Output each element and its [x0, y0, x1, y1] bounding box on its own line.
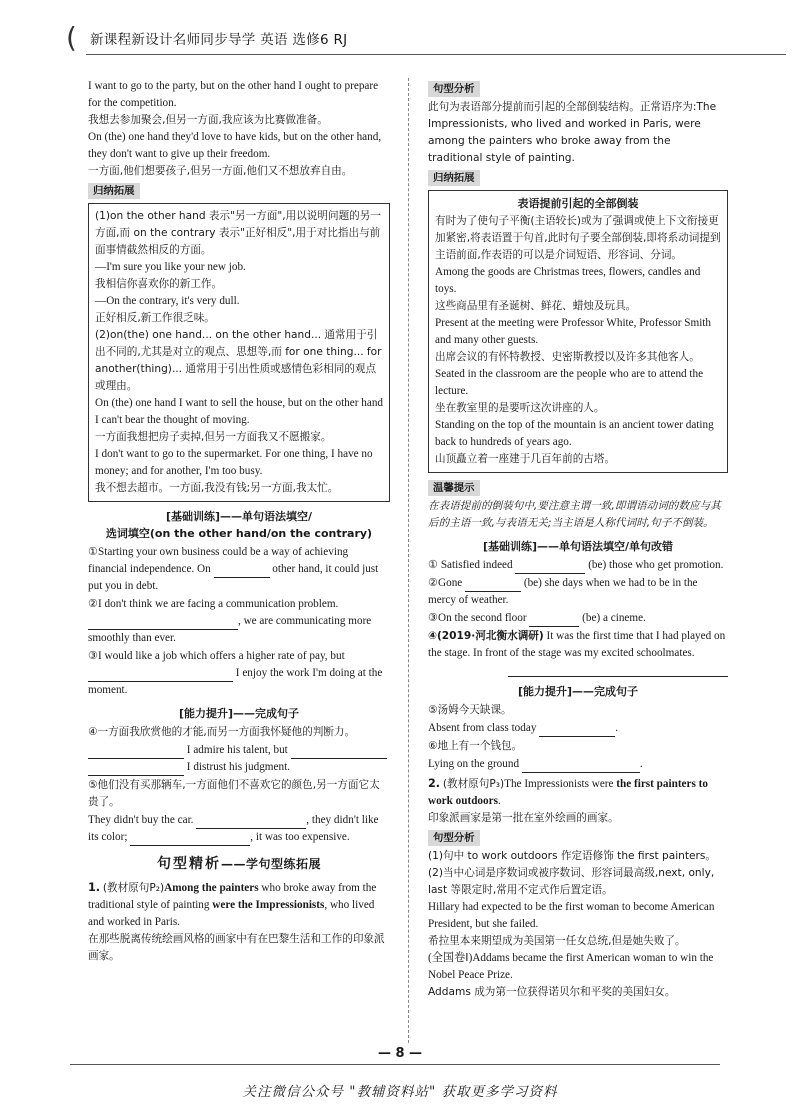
exercise-heading [88, 705, 390, 722]
intro-line: 我想去参加聚会,但另一方面,我应该为比赛做准备。 [88, 114, 328, 126]
page-header [66, 21, 742, 54]
exercise-heading [428, 538, 728, 555]
answer-blank[interactable] [529, 613, 579, 627]
analysis-text: 此句为表语部分提前而引起的全部倒装结构。正常语序为:The Impressionists, who lived and worked in Paris, were among the painters who broke away from the traditional style of painting. [428, 101, 717, 164]
question [428, 575, 728, 609]
header-rule [86, 54, 786, 55]
analysis-line: (1)句中 to work outdoors 作定语修饰 the first painters。 [428, 850, 717, 862]
footer-note: 关注微信公众号 "教辅资料站" 获取更多学习资料 [242, 1084, 558, 1100]
section-title [88, 856, 390, 873]
section-title-rest: ——学句型练拓展 [220, 857, 321, 871]
question-source: ④(2019·河北衡水调研) [428, 630, 544, 642]
answer-blank[interactable] [522, 759, 640, 773]
question-cn: ④一方面我欣赏他的才能,而另一方面我怀疑他的判断力。 [88, 726, 356, 738]
question-text: ②Gone [428, 577, 463, 589]
question [88, 648, 390, 699]
answer-blank[interactable] [88, 668, 233, 682]
item-text: who broke away from the traditional style of painting [88, 882, 377, 911]
item-number: 1. [88, 881, 101, 894]
box-line: 出席会议的有怀特教授、史密斯教授以及许多其他客人。 [435, 351, 700, 363]
answer-blank[interactable] [465, 578, 521, 592]
box-line: 坐在教室里的是要听这次讲座的人。 [435, 402, 605, 414]
page-number: — 8 — [377, 1046, 423, 1061]
box-line: 这些商品里有圣诞树、鲜花、蜡烛及玩具。 [435, 300, 637, 312]
question-text: I distrust his judgment. [186, 761, 290, 773]
analysis-line: (全国卷Ⅰ)Addams became the first American woman to win the Nobel Peace Prize. [428, 952, 714, 981]
answer-line[interactable] [508, 676, 728, 677]
box-line: Standing on the top of the mountain is an ancient tower dating back to hundreds of years ago. [435, 419, 714, 448]
box-line: 正好相反,新工作很乏味。 [95, 312, 215, 324]
question: Absent from class today . [428, 720, 728, 737]
item-bold: Among the painters [164, 882, 259, 894]
exercise-type: ——完成句子 [233, 707, 300, 720]
question-cn: ⑤他们没有买那辆车,一方面他们不喜欢它的颜色,另一方面它太贵了。 [88, 779, 380, 808]
tip-text: 在表语提前的倒装句中,要注意主谓一致,即谓语动词的数应与其后的主语一致,与表语无关;当主语是人称代词时,句子不倒装。 [428, 500, 721, 529]
header-title: 新课程新设计名师同步导学 英语 选修6 RJ [90, 32, 348, 48]
exercise-sub: 选词填空(on the other hand/on the contrary) [105, 527, 373, 540]
box-line: 我相信你喜欢你的新工作。 [95, 278, 223, 290]
question [88, 812, 390, 846]
box-line: 有时为了使句子平衡(主语较长)或为了强调或使上下文衔接更加紧密,将表语置于句首,此时句子要全部倒装,即将系动词提到主语前面,作表语的可以是介词短语、形容词、分词。 [435, 215, 721, 261]
exercise-bracket: [能力提升] [178, 707, 234, 720]
answer-blank[interactable] [88, 745, 184, 759]
tag-label: 归纳拓展 [428, 170, 480, 186]
item-translation: 印象派画家是第一批在室外绘画的画家。 [428, 812, 619, 824]
exercise-heading [88, 508, 390, 542]
box-line: 山顶矗立着一座建于几百年前的古塔。 [435, 453, 616, 465]
box-line: Among the goods are Christmas trees, flowers, candles and toys. [435, 266, 701, 295]
analysis-line: Addams 成为第一位获得诺贝尔和平奖的美国妇女。 [428, 986, 676, 998]
answer-blank[interactable] [130, 832, 250, 846]
answer-blank[interactable] [196, 815, 306, 829]
exercise-bracket: [基础训练] [165, 510, 221, 523]
exercise-heading [428, 683, 728, 700]
question-text: It was the first time that I had played on the stage. In front of the stage was my excited schoolmates. [428, 630, 726, 659]
item-number: 2. [428, 777, 441, 790]
question-cn: ⑥地上有一个钱包。 [428, 740, 523, 752]
box-title: 表语提前引起的全部倒装 [517, 197, 639, 210]
question [88, 596, 390, 647]
exercise-type: ——单句语法填空/单句改错 [537, 540, 674, 553]
analysis-line: Hillary had expected to be the first woman to become American President, but she failed. [428, 901, 715, 930]
column-divider [408, 78, 409, 1043]
question-text: ②I don't think we are facing a communication problem. [88, 598, 339, 610]
question [428, 628, 728, 662]
intro-line: On (the) one hand they'd love to have kids, but on the other hand, they don't want to give up their freedom. [88, 131, 382, 160]
analysis-line: 希拉里本来期望成为美国第一任女总统,但是她失败了。 [428, 935, 686, 947]
box-line: —On the contrary, it's very dull. [95, 295, 240, 307]
question-text: other hand, it could just put you in debt. [88, 563, 379, 592]
footer-rule [70, 1064, 720, 1065]
box-line: (1)on the other hand 表示"另一方面",用以说明问题的另一方面,而 on the contrary 表示"正好相反",用于对比指出与前面事情截然相反的方面。 [95, 210, 381, 256]
analysis-line: (2)当中心词是序数词或被序数词、形容词最高级,next, only, last 等限定时,常用不定式作后置定语。 [428, 867, 715, 896]
question-text: , it was too expensive. [250, 831, 350, 843]
question-cn: ⑤汤姆今天缺课。 [428, 704, 512, 716]
tag-label: 温馨提示 [428, 480, 480, 496]
answer-blank[interactable] [214, 564, 270, 578]
tag-label: 句型分析 [428, 830, 480, 846]
answer-blank[interactable] [88, 616, 238, 630]
question-text: ③On the second floor [428, 612, 527, 624]
question-text: (be) she days when we had to be in the mercy of weather. [428, 577, 698, 606]
answer-blank[interactable] [88, 762, 184, 776]
question-text: ③I would like a job which offers a higher rate of pay, but [88, 650, 345, 662]
left-column [88, 78, 390, 965]
intro-line: 一方面,他们想要孩子,但另一方面,他们又不想放弃自由。 [88, 165, 353, 177]
summary-box [88, 203, 390, 502]
box-line: —I'm sure you like your new job. [95, 261, 246, 273]
box-line: Present at the meeting were Professor White, Professor Smith and many other guests. [435, 317, 712, 346]
question-text: I enjoy the work I'm doing at the moment. [88, 667, 383, 696]
item-source: (教材原句P₃) [442, 778, 505, 790]
tag-label: 归纳拓展 [88, 183, 140, 199]
item-text: The Impressionists were [504, 778, 614, 790]
question [428, 610, 728, 627]
exercise-bracket: [能力提升] [517, 685, 573, 698]
question-text: Absent from class today [428, 722, 537, 734]
question-text: They didn't buy the car. [88, 814, 194, 826]
question [88, 742, 390, 776]
answer-blank[interactable] [539, 723, 615, 737]
box-line: 我不想去超市。一方面,我没有钱;另一方面,我太忙。 [95, 482, 339, 494]
exercise-type: ——完成句子 [572, 685, 639, 698]
box-line: 一方面我想把房子卖掉,但另一方面我又不愿搬家。 [95, 431, 332, 443]
question-text: Lying on the ground [428, 758, 520, 770]
right-column [428, 78, 728, 1001]
question [88, 544, 390, 595]
question-text: ① Satisfied indeed [428, 559, 513, 571]
item-2: 2. (教材原句P₃)The Impressionists were the first painters to work outdoors. [428, 777, 708, 807]
section-title-main: 句型精析 [156, 856, 221, 872]
item-1 [88, 879, 390, 931]
answer-blank[interactable] [291, 745, 387, 759]
question-text: I admire his talent, but [186, 744, 288, 756]
box-line: Seated in the classroom are the people who are to attend the lecture. [435, 368, 704, 397]
question-text: ①Starting your own business could be a way of achieving financial independence. On [88, 546, 349, 575]
exercise-type: ——单句语法填空/ [220, 510, 313, 523]
item-bold: the first painters to work outdoors [428, 778, 708, 807]
question-text: , we are communicating more smoothly than ever. [88, 615, 372, 644]
item-bold: were the Impressionists [212, 899, 325, 911]
intro-line: I want to go to the party, but on the other hand I ought to prepare for the competition. [88, 80, 379, 109]
question: Lying on the ground . [428, 756, 728, 773]
tag-label: 句型分析 [428, 81, 480, 97]
item-source: (教材原句P₂) [102, 882, 165, 894]
summary-box [428, 190, 728, 473]
header-bracket-icon: ( [66, 21, 77, 54]
box-line: On (the) one hand I want to sell the house, but on the other hand I can't bear the thought of moving. [95, 397, 384, 426]
question-text: (be) those who get promotion. [588, 559, 724, 571]
answer-blank[interactable] [515, 560, 585, 574]
exercise-bracket: [基础训练] [482, 540, 538, 553]
question-text: , they didn't like its color; [88, 814, 379, 843]
item-text: , who lived and worked in Paris. [88, 899, 375, 928]
question [428, 557, 728, 574]
item-translation: 在那些脱离传统绘画风格的画家中有在巴黎生活和工作的印象派画家。 [88, 933, 385, 962]
box-line: (2)on(the) one hand... on the other hand... 通常用于引出不同的,尤其是对立的观点、思想等,而 for one thing... for another(thing)... 通常用于引出性质或感情色彩相同的观点或理由。 [95, 329, 382, 392]
question-text: (be) a cineme. [582, 612, 646, 624]
box-line: I don't want to go to the supermarket. For one thing, I have no money; and for another, I'm too busy. [95, 448, 373, 477]
